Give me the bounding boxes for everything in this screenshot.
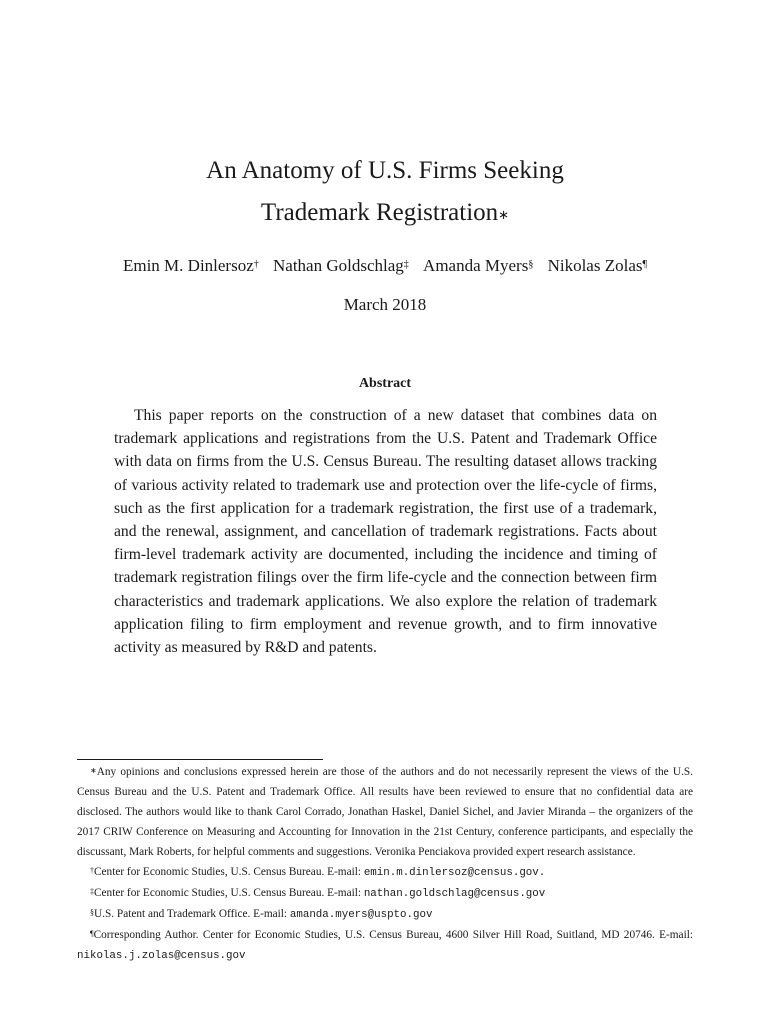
footnote — [77, 925, 693, 966]
title-footnote-mark: ∗ — [498, 207, 510, 222]
footnote-email: nikolas.j.zolas@census.gov — [77, 950, 246, 962]
footnote-text: U.S. Patent and Trademark Office. E-mail: — [94, 908, 290, 920]
footnote — [77, 862, 693, 883]
author-footnote-mark: † — [253, 259, 259, 270]
author-footnote-mark: ‡ — [403, 259, 409, 270]
author — [273, 256, 409, 275]
footnote-mark: ∗ — [90, 766, 97, 775]
abstract-heading: Abstract — [358, 376, 412, 391]
paper-date: March 2018 — [343, 295, 427, 314]
abstract-text: This paper reports on the construction of a new dataset that combines data on trademark applications and registrations from the U.S. Patent and Trademark Office with data on firms from the U.S. Census Bureau. The resulting dataset allows tracking of various activity related to trademark use and protection over the life-cycle of firms, such as the first application for a trademark registration, the first use of a trademark, and the renewal, assignment, and cancellation of trademark registrations. Facts about firm-level trademark activity are documented, including the incidence and timing of trademark registration filings over the firm life-cycle and the connection between firm characteristics and trademark applications. We also explore the relation of trademark application filing to firm employment and revenue growth, and to firm innovative activity as measured by R&D and patents. — [114, 407, 657, 657]
footnote — [77, 883, 693, 904]
footnote — [77, 762, 693, 862]
author — [123, 256, 259, 275]
footnote-mark: ‡ — [90, 887, 94, 896]
footnote-email: emin.m.dinlersoz@census.gov. — [363, 867, 546, 879]
footnote-text: Center for Economic Studies, U.S. Census Bureau. E-mail: — [94, 866, 364, 878]
title-line-2: Trademark Registration — [260, 199, 499, 226]
footnote-text: Any opinions and conclusions expressed herein are those of the authors and do not necessarily represent the views of the U.S. Census Bureau and the U.S. Patent and Trademark Office. All results have been reviewed to ensure that no confidential data are disclosed. The authors would like to thank Carol Corrado, Jonathan Haskel, Daniel Sichel, and Javier Miranda – the organizers of the 2017 CRIW Conference on Measuring and Accounting for Innovation in the 21st Century, conference participants, and especially the discussant, Mark Roberts, for helpful comments and suggestions. Veronika Penciakova provided expert research assistance. — [77, 766, 693, 858]
author — [423, 256, 533, 275]
footnote-divider — [77, 759, 323, 760]
author-footnote-mark: ¶ — [642, 259, 648, 270]
author-name: Amanda Myers — [423, 256, 529, 275]
author-name: Nikolas Zolas — [547, 256, 643, 275]
paper-title — [0, 150, 770, 234]
footnote-mark: † — [90, 866, 94, 875]
title-line-1: An Anatomy of U.S. Firms Seeking — [206, 157, 564, 184]
footnote-mark: § — [90, 908, 94, 917]
author-name: Emin M. Dinlersoz — [122, 256, 254, 275]
author-name: Nathan Goldschlag — [273, 256, 404, 275]
footnote-text: Center for Economic Studies, U.S. Census Bureau. E-mail: — [94, 887, 364, 899]
footnote-mark: ¶ — [90, 929, 94, 938]
footnotes — [77, 762, 693, 966]
footnote-email: nathan.goldschlag@census.gov — [363, 888, 546, 900]
author — [548, 256, 647, 275]
footnote — [77, 904, 693, 925]
footnote-email: amanda.myers@uspto.gov — [289, 909, 433, 921]
footnote-text: Corresponding Author. Center for Economic Studies, U.S. Census Bureau, 4600 Silver Hill Road, Suitland, MD 20746. E-mail: — [93, 929, 693, 941]
author-list — [0, 254, 770, 278]
author-footnote-mark: § — [528, 259, 534, 270]
